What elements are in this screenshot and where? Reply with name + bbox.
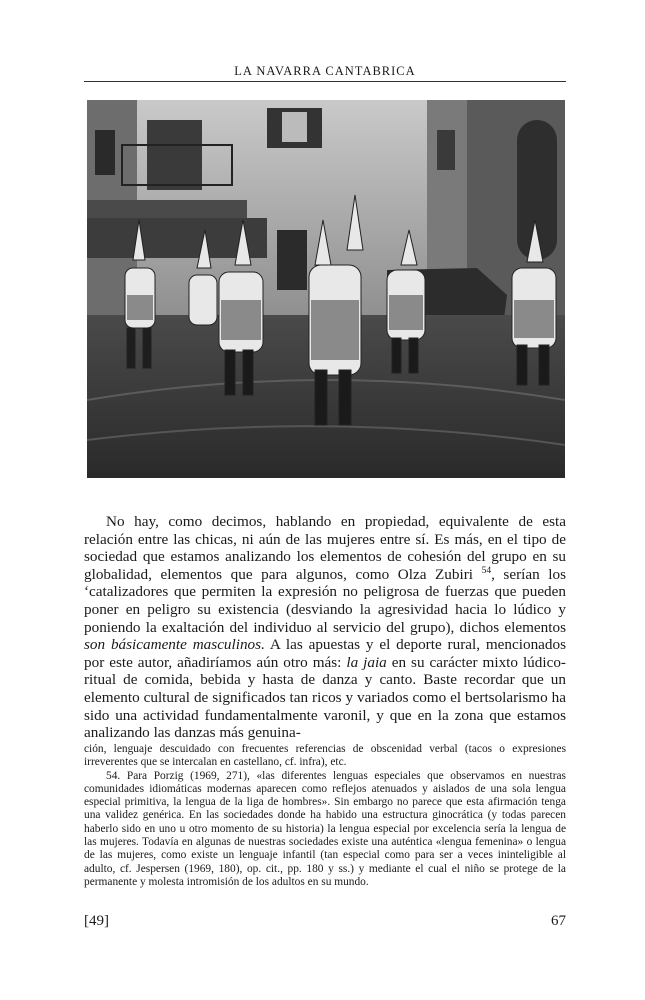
emphasis-text: son básicamente masculinos. <box>84 636 265 654</box>
header-rule <box>84 81 566 82</box>
footnote-continuation: ción, lenguaje descuidado con frecuentes referencias de obscenidad verbal (tacos o expresiones irreverentes que se intercalan en castellano, cf. infra), etc. <box>84 743 566 769</box>
page-number: 67 <box>551 913 566 929</box>
photo-dancers-icon <box>87 100 565 478</box>
footnote-reference: 54 <box>481 565 492 576</box>
paragraph-text: A las apuestas y el deporte rural, mencionados por este autor, añadiríamos aún otro más: <box>84 636 567 671</box>
running-head: LA NAVARRA CANTABRICA <box>234 64 416 78</box>
paragraph-text: No hay, como decimos, hablando en propiedad, equivalente de esta relación entre las chicas, ni aún de las mujeres entre sí. Es más, en el tipo de sociedad que estamos analizando los elementos de cohesión del grupo en su globalidad, elementos que para algunos, como Olza Zubiri <box>84 513 566 583</box>
photograph <box>87 100 565 478</box>
emphasis-text: la jaia <box>346 653 387 671</box>
section-number: [49] <box>84 913 109 929</box>
footnote-54: 54. Para Porzig (1969, 271), «las diferentes lenguas especiales que observamos en nuestras comunidades idiomáticas modernas aparecen como reflejos atenuados y aislados de una sola lengua especial primitiva, la lengua de la liga de hombres». Sin embargo no parece que esta afirmación tenga una validez genérica. En las sociedades donde ha habido una estructura ginocrática (y todas parecen haberlo sido en uno u otro momento de su historia) la lengua especial por excelencia sería la lengua de las mujeres. Todavía en algunas de nuestras sociedades existe una auténtica «lengua femenina» o lengua de las mujeres, como existe un lenguaje infantil (tan especial como para ser a veces ininteligible al adulto, cf. Jespersen (1969, 180), op. cit., pp. 180 y ss.) y mediante el cual el niño se protege de la permanente y molesta intromisión de los adultos en su mundo. <box>84 769 566 888</box>
main-paragraph <box>84 513 566 742</box>
paragraph-text: en su carácter mixto lúdico-ritual de comida, bebida y hasta de danza y canto. Baste recordar que un elemento cultural de significados tan ricos y variados como el bertsolarismo ha sido una actividad fundamentalmente varonil, y que en la zona que estamos analizando las danzas más genuina- <box>84 653 566 742</box>
footnotes <box>84 743 566 889</box>
paragraph-text: , serían los ‘catalizadores que permiten la expresión no peligrosa de fuerzas que pueden poner en peligro su existencia (desviando la agresividad hacia lo lúdico y poniendo la exaltación del individuo al servicio del grupo), dichos elementos <box>84 565 566 636</box>
